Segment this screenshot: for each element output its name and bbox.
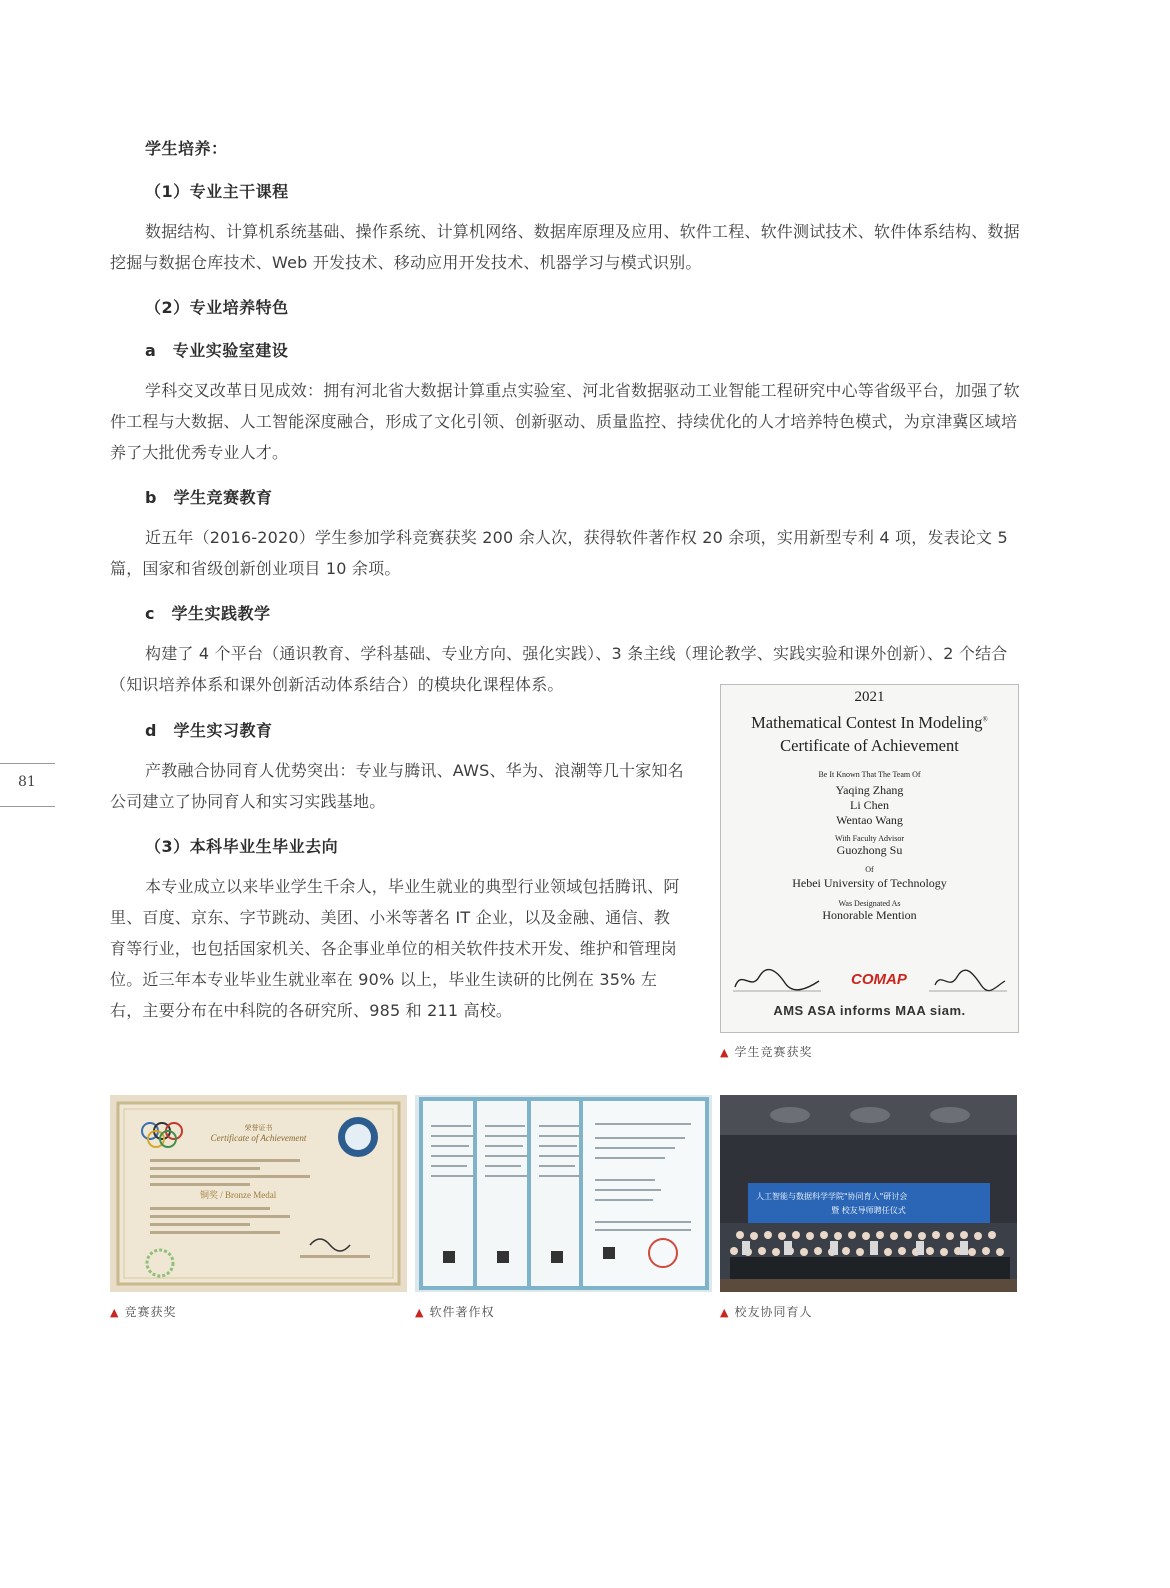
cert-title-line-1: Mathematical Contest In Modeling® xyxy=(751,713,988,732)
cert-university: Hebei University of Technology xyxy=(792,876,947,890)
page-number: 81 xyxy=(18,774,36,790)
sub-b-title: b 学生竞赛教育 xyxy=(145,488,273,507)
sub-d-title: d 学生实习教育 xyxy=(145,721,273,740)
cert-known-label: Be It Known That The Team Of xyxy=(818,770,921,779)
side-rule-top xyxy=(0,763,55,764)
training-title: 学生培养： xyxy=(145,139,228,158)
signature-row xyxy=(729,967,1010,997)
cert-member: Yaqing Zhang xyxy=(835,783,904,797)
photo1-medal: 铜奖 / Bronze Medal xyxy=(200,1190,277,1200)
photo1-subtitle: Certificate of Achievement xyxy=(210,1133,307,1143)
copyright-certificates-graphic xyxy=(415,1095,712,1292)
caption-main: ▲ 学生竞赛获奖 xyxy=(720,1045,813,1059)
cert-designated-label: Was Designated As xyxy=(838,899,901,908)
cert-member: Li Chen xyxy=(850,798,889,812)
cert-advisor: Guozhong Su xyxy=(836,843,903,857)
sub-c-title: c 学生实践教学 xyxy=(145,604,271,623)
cert-year: 2021 xyxy=(854,689,885,705)
triangle-icon: ▲ xyxy=(110,1306,120,1319)
mcm-certificate-image xyxy=(720,684,1019,1033)
cert-award: Honorable Mention xyxy=(822,908,917,922)
photo1-header: 荣誉证书 xyxy=(244,1124,273,1132)
sub-d-text: 产教融合协同育人优势突出：专业与腾讯、AWS、华为、浪潮等几十家知名公司建立了协同育人和实习实践基地。 xyxy=(110,761,684,811)
section-2-title: （2）专业培养特色 xyxy=(145,298,289,317)
sub-b-text: 近五年（2016-2020）学生参加学科竞赛获奖 200 余人次，获得软件著作权 20 余项，实用新型专利 4 项，发表论文 5 篇，国家和省级创新创业项目 10 余项。 xyxy=(110,528,1008,578)
caption-photo-3: ▲ 校友协同育人 xyxy=(720,1305,813,1319)
sub-a-text: 学科交叉改革日见成效：拥有河北省大数据计算重点实验室、河北省数据驱动工业智能工程研究中心等省级平台，加强了软件工程与大数据、人工智能深度融合，形成了文化引领、创新驱动、质量监控、持续优化的人才培养特色模式，为京津冀区域培养了大批优秀专业人才。 xyxy=(110,381,1020,462)
triangle-icon: ▲ xyxy=(415,1306,425,1319)
photo3-banner-line-1: 人工智能与数据科学学院"协同育人"研讨会 xyxy=(756,1192,908,1201)
cert-advisor-label: With Faculty Advisor xyxy=(834,834,904,843)
section-3-title: （3）本科毕业生毕业去向 xyxy=(145,837,339,856)
sponsor-logos: AMS ASA informs MAA siam. xyxy=(773,1003,966,1018)
section-3-text: 本专业成立以来毕业学生千余人，毕业生就业的典型行业领域包括腾讯、阿里、百度、京东、字节跳动、美团、小米等著名 IT 企业，以及金融、通信、教育等行业，也包括国家机关、各企事业单位的相关软件技术开发、维护和管理岗位。近三年本专业毕业生就业率在 90% 以上，毕业生读研的比例在 35% 左右，主要分布在中科院的各研究所、985 和 211 高校。 xyxy=(110,877,680,1020)
competition-award-photo xyxy=(110,1095,407,1292)
cert-member: Wentao Wang xyxy=(836,813,903,827)
comap-logo: COMAP xyxy=(851,971,907,988)
triangle-icon: ▲ xyxy=(720,1046,730,1059)
side-rule-bottom xyxy=(0,806,55,807)
caption-photo-1: ▲ 竞赛获奖 xyxy=(110,1305,177,1319)
triangle-icon: ▲ xyxy=(720,1306,730,1319)
photo3-banner-line-2: 暨 校友导师聘任仪式 xyxy=(831,1206,906,1215)
cert-of-label: Of xyxy=(865,865,874,874)
section-1-title: （1）专业主干课程 xyxy=(145,182,289,201)
sub-c-text: 构建了 4 个平台（通识教育、学科基础、专业方向、强化实践）、3 条主线（理论教学、实践实验和课外创新）、2 个结合（知识培养体系和课外创新活动体系结合）的模块化课程体系。 xyxy=(110,644,1008,694)
caption-photo-2: ▲ 软件著作权 xyxy=(415,1305,495,1319)
alumni-group-photo xyxy=(720,1095,1017,1292)
section-1-text: 数据结构、计算机系统基础、操作系统、计算机网络、数据库原理及应用、软件工程、软件测试技术、软件体系结构、数据挖掘与数据仓库技术、Web 开发技术、移动应用开发技术、机器学习与模式识别。 xyxy=(110,222,1020,272)
sub-a-title: a 专业实验室建设 xyxy=(145,341,289,360)
software-copyright-photo xyxy=(415,1095,712,1292)
cert-title-line-2: Certificate of Achievement xyxy=(780,736,959,755)
